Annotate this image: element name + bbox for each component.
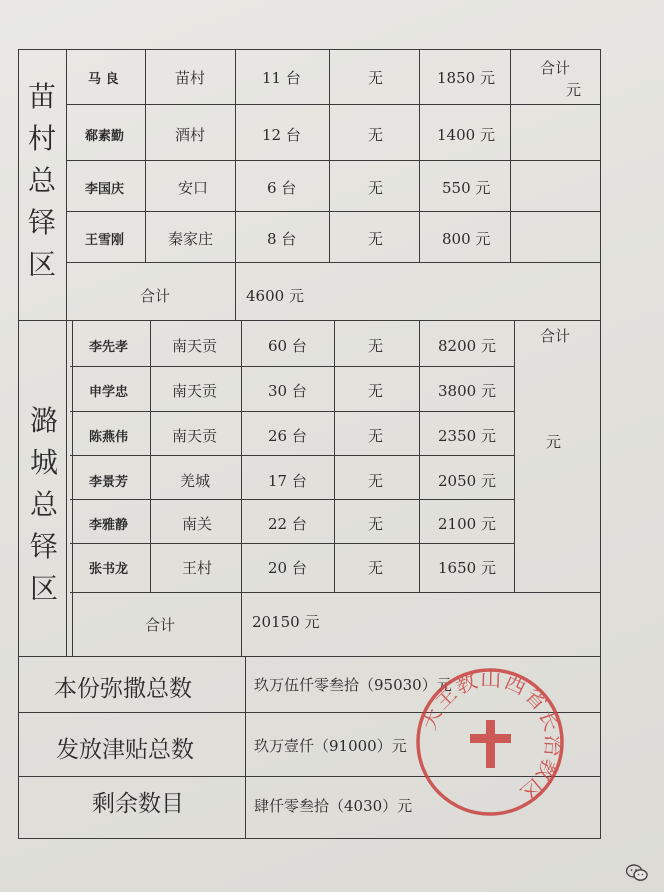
extra: 无: [368, 382, 384, 400]
village: 安口: [178, 179, 209, 197]
col-line: [329, 49, 330, 262]
village: 酒村: [175, 126, 206, 144]
village: 王村: [182, 559, 213, 577]
table-border: [18, 49, 601, 50]
extra: 无: [368, 179, 384, 197]
amount: 1400 元: [437, 126, 495, 144]
recipient-name: 王雪刚: [85, 233, 125, 248]
col-line: [235, 49, 236, 320]
amount: 2050 元: [438, 472, 496, 490]
col-line: [419, 320, 420, 592]
summary-label: 发放津贴总数: [56, 737, 194, 763]
village: 苗村: [175, 69, 206, 87]
svg-text:天主教山西省长治教区: 天主教山西省长治教区: [416, 666, 566, 807]
count: 6 台: [267, 179, 297, 197]
village: 南关: [182, 515, 213, 533]
extra: 无: [368, 559, 384, 577]
church-seal: [410, 662, 570, 822]
recipient-name: 李景芳: [89, 475, 129, 490]
recipient-name: 张书龙: [89, 562, 129, 577]
col-line: [150, 320, 151, 592]
extra: 无: [368, 515, 384, 533]
count: 17 台: [268, 472, 307, 490]
region2-title: 潞 城 总 铎 区: [29, 404, 58, 605]
region1-title: 苗 村 总 铎 区: [27, 80, 56, 281]
recipient-name: 郗素勤: [85, 129, 125, 144]
subtotal-label: 合计: [140, 287, 171, 305]
village: 秦家庄: [168, 230, 214, 248]
amount: 2350 元: [438, 427, 496, 445]
col-line: [72, 320, 73, 657]
recipient-name: 李国庆: [85, 182, 125, 197]
amount: 8200 元: [438, 337, 496, 355]
recipient-name: 申学忠: [89, 385, 129, 400]
col-line: [510, 49, 511, 262]
row-line: [70, 411, 515, 412]
row-line: [70, 543, 515, 544]
count: 26 台: [268, 427, 307, 445]
region-column-line: [66, 49, 67, 657]
column-total-label: 合计: [540, 327, 571, 345]
summary-label: 本份弥撒总数: [54, 676, 192, 702]
amount: 3800 元: [438, 382, 496, 400]
region-divider: [18, 656, 601, 657]
subtotal-value: 20150 元: [252, 613, 320, 631]
subtotal-value: 4600 元: [246, 287, 304, 305]
extra: 无: [368, 69, 384, 87]
recipient-name: 李先孝: [89, 340, 129, 355]
table-border: [18, 838, 601, 839]
extra: 无: [368, 472, 384, 490]
summary-value: 玖万壹仟（91000）元: [254, 737, 407, 755]
extra: 无: [368, 427, 384, 445]
amount: 1650 元: [438, 559, 496, 577]
row-line: [70, 366, 515, 367]
summary-label: 剩余数目: [92, 791, 184, 817]
col-line: [419, 49, 420, 262]
village: 南天贡: [172, 337, 218, 355]
summary-value: 玖万伍仟零叁拾（95030）元: [254, 676, 452, 694]
recipient-name: 马 良: [88, 72, 119, 87]
village: 南天贡: [172, 427, 218, 445]
village: 南天贡: [172, 382, 218, 400]
count: 22 台: [268, 515, 307, 533]
row-line: [70, 592, 601, 593]
subtotal-label: 合计: [145, 616, 176, 634]
col-line: [241, 320, 242, 656]
count: 12 台: [262, 126, 301, 144]
amount: 2100 元: [438, 515, 496, 533]
row-line: [66, 262, 601, 263]
extra: 无: [368, 230, 384, 248]
summary-col-line: [245, 656, 246, 839]
column-total-label: 合计: [540, 59, 571, 77]
count: 60 台: [268, 337, 307, 355]
wechat-icon: [626, 864, 648, 882]
row-line: [70, 499, 515, 500]
count: 30 台: [268, 382, 307, 400]
table-border: [600, 49, 601, 839]
col-line: [145, 49, 146, 262]
extra: 无: [368, 337, 384, 355]
table-border: [18, 49, 19, 839]
amount: 550 元: [442, 179, 491, 197]
count: 11 台: [262, 69, 301, 87]
column-total-unit: 元: [546, 433, 562, 451]
col-line: [334, 320, 335, 592]
col-line: [514, 320, 515, 592]
column-total-unit: 元: [566, 81, 582, 99]
amount: 800 元: [442, 230, 491, 248]
extra: 无: [368, 126, 384, 144]
recipient-name: 李雅静: [89, 518, 129, 533]
count: 20 台: [268, 559, 307, 577]
recipient-name: 陈燕伟: [89, 430, 129, 445]
wechat-watermark: [626, 864, 648, 882]
summary-value: 肆仟零叁拾（4030）元: [254, 797, 413, 815]
row-line: [70, 455, 515, 456]
village: 羌城: [180, 472, 211, 490]
amount: 1850 元: [437, 69, 495, 87]
count: 8 台: [267, 230, 297, 248]
